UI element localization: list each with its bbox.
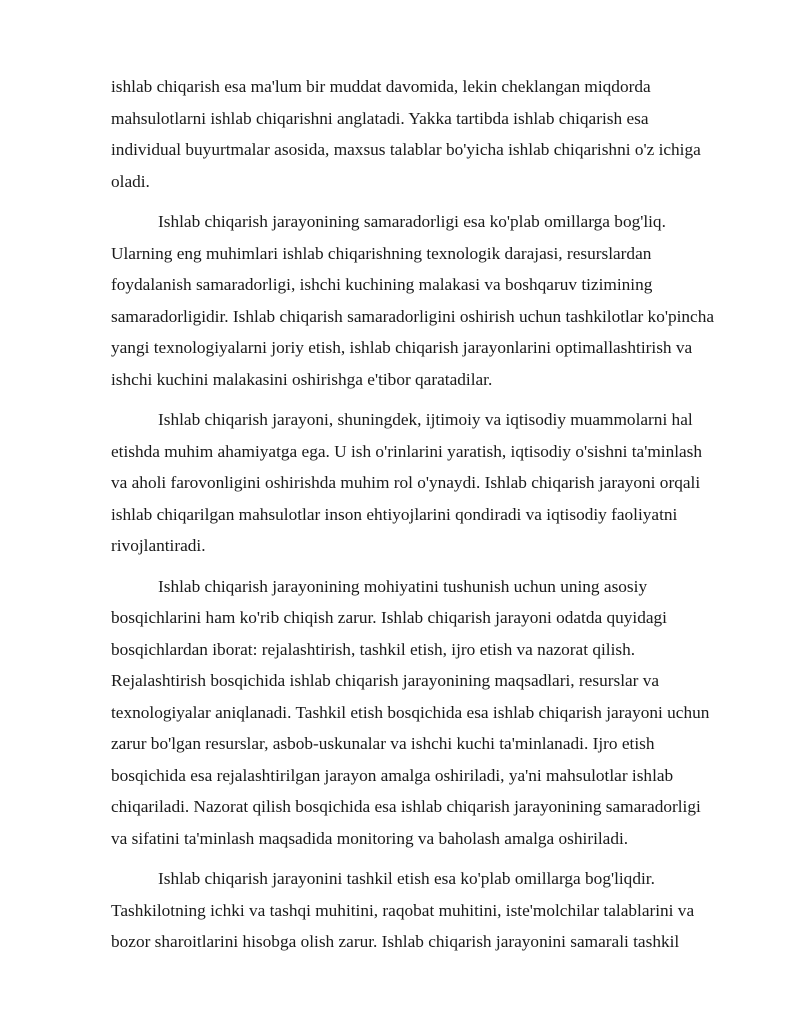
paragraph-continuation: ishlab chiqarish esa ma'lum bir muddat davomida, lekin cheklangan miqdorda mahsulotlarni ishlab chiqarishni anglatadi. Yakka tartibda ishlab chiqarish esa individual buyurtmalar asosida, maxsus talablar bo'yicha ishlab chiqarishni o'z ichiga oladi. <box>111 77 701 191</box>
paragraph-stages: Ishlab chiqarish jarayonining mohiyatini tushunish uchun uning asosiy bosqichlarini ham ko'rib chiqish zarur. Ishlab chiqarish jarayoni odatda quyidagi bosqichlardan iborat: rejalashtirish, tashkil etish, ijro etish va nazorat qilish. Rejalashtirish bosqichida ishlab chiqarish jarayonining maqsadlari, resurslar va texnologiyalar aniqlanadi. Tashkil etish bosqichida esa ishlab chiqarish jarayoni uchun zarur bo'lgan resurslar, asbob-uskunalar va ishchi kuchi ta'minlanadi. Ijro etish bosqichida esa rejalashtirilgan jarayon amalga oshiriladi, ya'ni mahsulotlar ishlab chiqariladi. Nazorat qilish bosqichida esa ishlab chiqarish jarayonining samaradorligi va sifatini ta'minlash maqsadida monitoring va baholash amalga oshiriladi. <box>111 576 710 848</box>
paragraph-organization: Ishlab chiqarish jarayonini tashkil etish esa ko'plab omillarga bog'liqdir. Tashkilotning ichki va tashqi muhitini, raqobat muhitini, iste'molchilar talablarini va bozor sharoitlarini hisobga olish zarur. Ishlab chiqarish jarayonini samarali tashkil <box>111 869 695 951</box>
paragraph-social-economic: Ishlab chiqarish jarayoni, shuningdek, ijtimoiy va iqtisodiy muammolarni hal etishda muhim ahamiyatga ega. U ish o'rinlarini yaratish, iqtisodiy o'sishni ta'minlash va aholi farovonligini oshirishda muhim rol o'ynaydi. Ishlab chiqarish jarayoni orqali ishlab chiqarilgan mahsulotlar inson ehtiyojlarini qondiradi va iqtisodiy faoliyatni rivojlantiradi. <box>111 410 703 555</box>
paragraph-efficiency: Ishlab chiqarish jarayonining samaradorligi esa ko'plab omillarga bog'liq. Ularning eng muhimlari ishlab chiqarishning texnologik darajasi, resurslardan foydalanish samaradorligi, ishchi kuchining malakasi va boshqaruv tizimining samaradorligidir. Ishlab chiqarish samaradorligini oshirish uchun tashkilotlar ko'pincha yangi texnologiyalarni joriy etish, ishlab chiqarish jarayonlarini optimallashtirish va ishchi kuchini malakasini oshirishga e'tibor qaratadilar. <box>111 212 715 389</box>
document-body <box>111 71 715 967</box>
